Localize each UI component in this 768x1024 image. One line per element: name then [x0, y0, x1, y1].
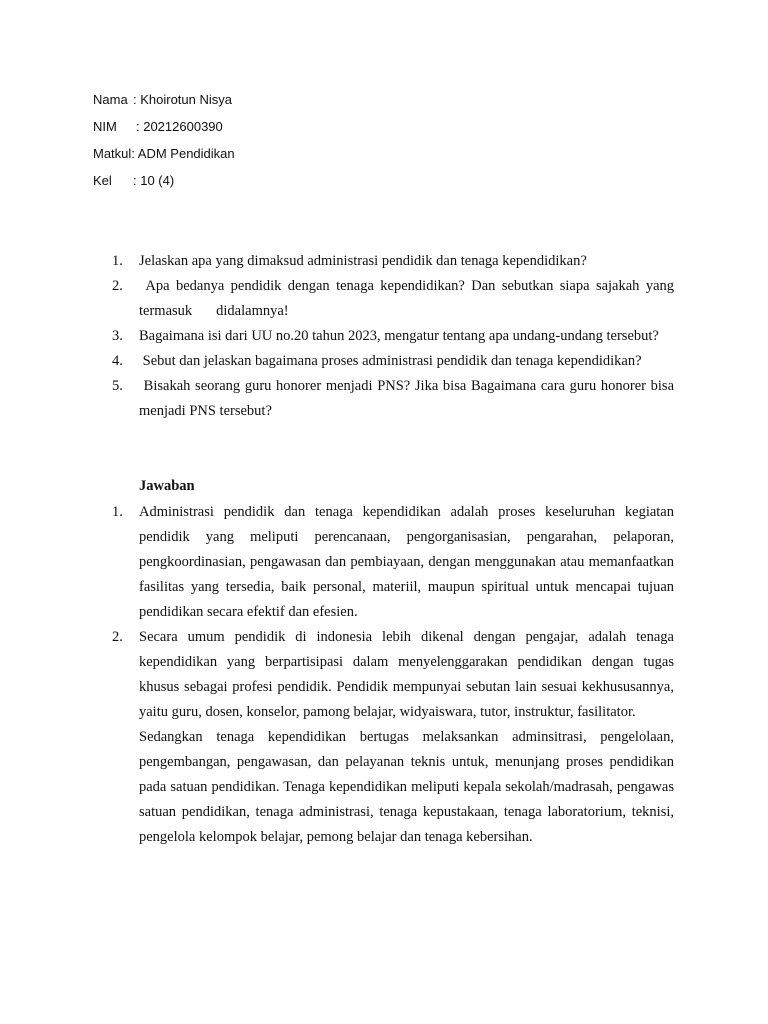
question-text-continued: didalamnya!: [216, 303, 289, 319]
answer-paragraph: Sedangkan tenaga kependidikan bertugas melaksankan adminsitrasi, pengelolaan, pengembangan, pengawasan, dan pelayanan teknis untuk, menunjang proses pendidikan pada satuan pendidikan. Tenaga kependidikan meliputi kepala sekolah/madrasah, pengawas satuan pendidikan, tenaga administrasi, tenaga kepustakaan, tenaga laboratorium, teknisi, pengelola kelompok belajar, pemong belajar dan tenaga kebersihan.: [139, 729, 674, 845]
answer-number: 2.: [112, 629, 123, 645]
answer-item: [112, 625, 674, 850]
question-list: [112, 249, 674, 424]
answer-item: [112, 500, 674, 625]
question-text: Apa bedanya pendidik dengan tenaga kependidikan? Dan sebutkan siapa sajakah yang termasuk: [139, 278, 675, 319]
question-text: Bisakah seorang guru honorer menjadi PNS? Jika bisa Bagaimana cara guru honorer bisa menjadi PNS tersebut?: [139, 378, 674, 419]
question-text: Sebut dan jelaskan bagaimana proses administrasi pendidik dan tenaga kependidikan?: [142, 353, 642, 369]
nama-label: Nama: [93, 92, 128, 107]
answer-number: 1.: [112, 504, 123, 520]
question-number: 1.: [112, 253, 123, 269]
answer-paragraph: Administrasi pendidik dan tenaga kependidikan adalah proses keseluruhan kegiatan pendidik yang meliputi perencanaan, pengorganisasian, pengarahan, pelaporan, pengkoordinasian, pengawasan dan pembiayaan, dengan menggunakan atau memanfaatkan fasilitas yang tersedia, baik personal, materiil, maupun spiritual untuk mencapai tujuan pendidikan secara efektif dan efesien.: [139, 504, 674, 620]
answer-list: [112, 500, 674, 850]
matkul-row: [93, 140, 235, 167]
matkul-label: Matkul:: [93, 146, 135, 161]
nim-label: NIM: [93, 119, 117, 134]
question-text: Bagaimana isi dari UU no.20 tahun 2023, mengatur tentang apa undang-undang tersebut?: [139, 328, 659, 344]
answers-heading: Jawaban: [139, 478, 195, 494]
nama-value: : Khoirotun Nisya: [133, 92, 232, 107]
question-item: [112, 249, 674, 274]
matkul-value: ADM Pendidikan: [134, 146, 235, 161]
student-info-header: [93, 86, 235, 194]
question-number: 2.: [112, 278, 123, 294]
kel-value: : 10 (4): [133, 173, 175, 188]
question-item: [112, 374, 674, 424]
question-number: 4.: [112, 353, 123, 369]
question-number: 5.: [112, 378, 123, 394]
question-item: [112, 274, 674, 324]
question-item: [112, 349, 674, 374]
answer-paragraph: Secara umum pendidik di indonesia lebih dikenal dengan pengajar, adalah tenaga kependidikan yang berpartisipasi dalam menyelenggarakan pendidikan dengan tugas khusus sebagai profesi pendidik. Pendidik mempunyai sebutan lain sesuai kekhususannya, yaitu guru, dosen, konselor, pamong belajar, widyaiswara, tutor, instruktur, fasilitator.: [139, 629, 674, 720]
question-text: Jelaskan apa yang dimaksud administrasi pendidik dan tenaga kependidikan?: [139, 253, 587, 269]
question-number: 3.: [112, 328, 123, 344]
kel-row: [93, 167, 235, 194]
nim-value: : 20212600390: [136, 119, 223, 134]
nim-row: [93, 113, 235, 140]
kel-label: Kel: [93, 173, 112, 188]
nama-row: [93, 86, 235, 113]
question-item: [112, 324, 674, 349]
